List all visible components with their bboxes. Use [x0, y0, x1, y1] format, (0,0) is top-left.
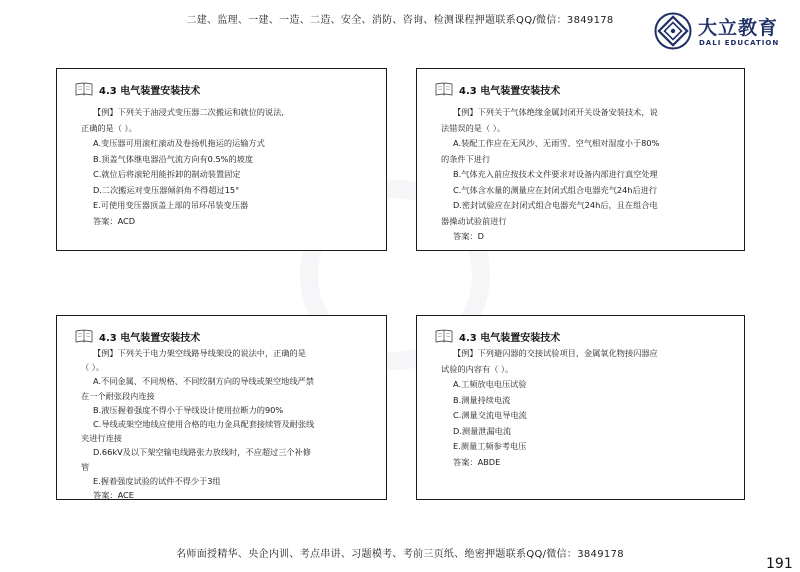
question-card-4	[416, 315, 745, 500]
option-d-cont: 器操动试验前进行	[441, 215, 507, 226]
section-title: 4.3 电气装置安装技术	[99, 333, 201, 344]
page-header: 二建、监理、一建、一造、二造、安全、消防、咨询、检测课程押题联系QQ/微信：3849178	[186, 15, 614, 26]
question-text: 法错误的是（ ）。	[441, 122, 506, 133]
section-title: 4.3 电气装置安装技术	[459, 86, 561, 97]
page-footer: 名师面授精华、央企内训、考点串讲、习题模考、考前三页纸、绝密押题联系QQ/微信：3849178	[176, 549, 624, 560]
answer: 答案：ACD	[93, 215, 136, 226]
answer: 答案：ABDE	[453, 456, 501, 467]
answer: 答案：ACE	[93, 490, 134, 501]
dali-logo-icon	[654, 12, 692, 50]
question-body	[441, 105, 720, 245]
question-body	[441, 346, 720, 470]
book-icon	[435, 82, 453, 96]
question-body	[81, 346, 362, 502]
question-text: 试验的内容有（ ）。	[441, 363, 514, 374]
section-title: 4.3 电气装置安装技术	[459, 333, 561, 344]
option-d: D.密封试验应在封闭式组合电器充气24h后，且在组合电	[453, 200, 658, 210]
option-b: B.液压握着强度不得小于导线设计使用拉断力的90%	[93, 404, 284, 415]
option-c: C.测量交流电导电流	[453, 410, 527, 420]
option-d: D.66kV及以下架空输电线路张力放线时，不应超过三个补修	[93, 447, 311, 458]
option-c: C.就位后将滚轮用能拆卸的制动装置固定	[93, 169, 241, 179]
question-text: 【例】下列关于油浸式变压器二次搬运和就位的说法,	[93, 107, 284, 117]
book-icon	[75, 329, 93, 343]
option-b: B.顶盖气体继电器沿气流方向有0.5%的坡度	[93, 153, 254, 164]
option-e: E.握着强度试验的试件不得少于3组	[93, 475, 221, 486]
option-a: A.工频放电电压试验	[453, 379, 527, 389]
logo-name-en: DALI EDUCATION	[699, 39, 780, 47]
option-a-cont: 在一个耐张段内连接	[81, 390, 155, 401]
option-e: E.测量工频参考电压	[453, 441, 527, 451]
book-icon	[75, 82, 93, 96]
logo	[654, 12, 784, 52]
option-c-cont: 夹进行连接	[81, 433, 122, 444]
question-card-1	[56, 68, 387, 251]
page-number: 191	[766, 556, 793, 572]
question-text: （ ）。	[81, 362, 105, 373]
question-text: 正确的是（ ）。	[81, 122, 137, 133]
logo-name-cn: 大立教育	[698, 17, 779, 39]
book-icon	[435, 329, 453, 343]
option-d-cont: 管	[81, 461, 90, 472]
option-c: C.气体含水量的测量应在封闭式组合电器充气24h后进行	[453, 184, 658, 195]
question-text: 【例】下列关于气体绝缘金属封闭开关设备安装技术，说	[453, 107, 658, 117]
question-card-2	[416, 68, 745, 251]
option-a-cont: 的条件下进行	[441, 153, 491, 164]
option-a: A.不同金属、不同规格、不同绞制方向的导线或架空地线严禁	[93, 376, 314, 387]
option-e: E.可使用变压器顶盖上部的吊环吊装变压器	[93, 200, 249, 210]
option-c: C.导线或架空地线应使用合格的电力金具配套接续管及耐张线	[93, 419, 315, 430]
section-title: 4.3 电气装置安装技术	[99, 86, 201, 97]
option-a: A.装配工作应在无风沙、无雨雪、空气相对湿度小于80%	[453, 138, 660, 148]
question-body	[81, 105, 362, 229]
question-text: 【例】下列关于电力架空线路导线架设的说法中，正确的是	[93, 348, 306, 358]
question-text: 【例】下列避闪器的交接试验项目，金属氧化物接闪器应	[453, 348, 658, 358]
question-card-3	[56, 315, 387, 500]
option-b: B.气体充入前应按技术文件要求对设备内部进行真空处理	[453, 169, 658, 179]
option-d: D.测量泄漏电流	[453, 425, 512, 436]
option-d: D.二次搬运对变压器倾斜角不得超过15°	[93, 184, 240, 195]
option-b: B.测量持续电流	[453, 394, 511, 405]
answer: 答案：D	[453, 231, 484, 241]
option-a: A.变压器可用滚杠滚动及卷扬机拖运的运输方式	[93, 138, 265, 148]
